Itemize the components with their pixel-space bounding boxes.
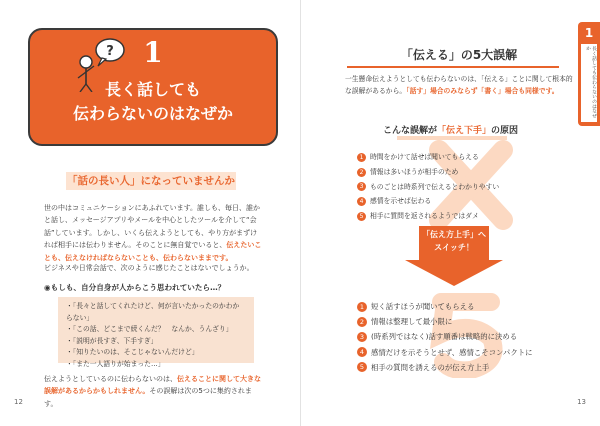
number-badge: 4 <box>357 347 367 357</box>
number-badge: 5 <box>357 362 367 372</box>
number-badge: 5 <box>357 212 366 221</box>
quote-item: ・「説明が長すぎ、下手すぎ」 <box>66 336 158 345</box>
chapter-number: 1 <box>143 36 163 69</box>
intro-text: 一生懸命伝えようとしても伝わらないのは、「伝える」ことに関して根本的な誤解があるから。 <box>345 75 573 95</box>
chapter-title-box <box>28 28 278 146</box>
intro-highlight: 「話す」場合のみならず「書く」場合も同様です。 <box>406 86 559 95</box>
quote-item: ・「長々と話してくれたけど、何が言いたかったのかわからない」 <box>66 302 240 322</box>
subhead-highlight: 「伝え下手」 <box>436 126 491 136</box>
number-badge: 1 <box>357 302 367 312</box>
chapter-side-tab <box>578 22 600 126</box>
chapter-title-line2: 伝わらないのはなぜか <box>72 104 233 123</box>
section-heading: 「話の長い人」になっていませんか <box>66 172 236 190</box>
list-item: 5 相手の質問を誘えるのが伝え方上手 <box>357 360 567 375</box>
switch-line2: スイッチ！ <box>434 243 474 252</box>
misconception-subhead <box>301 123 600 136</box>
paragraph-1-highlight: 伝えたいことも、伝えなければならないことも、伝わらないままです。 <box>44 241 262 262</box>
list-item: 4 感情だけを示そうとせず、感情こそコンパクトに <box>357 345 567 360</box>
list-item: 2 情報は整理して最小限に <box>357 314 567 329</box>
list-item: 1 短く話すほうが聞いてもらえる <box>357 299 567 314</box>
switch-arrow-tip <box>405 260 503 286</box>
list-item: 3 ものごとは時系列で伝えるとわかりやすい <box>357 180 567 195</box>
quote-box <box>58 297 254 368</box>
paragraph-3-text-b: その誤解は次の5つに集約されます。 <box>44 387 252 408</box>
switch-list <box>357 299 567 375</box>
list-item: 1 時間をかけて話せば聞いてもらえる <box>357 150 567 165</box>
paragraph-2: ビジネスや日常会話で、次のように感じたことはないでしょうか。 <box>44 264 254 272</box>
svg-text:?: ? <box>106 44 114 59</box>
number-badge: 4 <box>357 197 366 206</box>
right-page <box>300 0 600 426</box>
chapter-title <box>30 78 276 126</box>
right-intro <box>345 74 575 97</box>
switch-line1: 「伝え方上手」へ <box>422 230 486 239</box>
paragraph-1-text: 世の中はコミュニケーションにあふれています。誰しも、毎日、誰かと話し、メッセージアプリやメールを中心としたツールを介して“会話”しています。しかし、いくら伝えようとしても、やり方がまずければ相手には伝わりません。そのことに無自覚でいると、 <box>44 204 261 250</box>
title-underline <box>347 66 559 68</box>
number-badge: 2 <box>357 317 367 327</box>
misconception-list <box>357 150 567 224</box>
quote-item: ・「この話、どこまで続くんだ？ なんか、うんざり」 <box>66 325 233 334</box>
paragraph-3-text-a: 伝えようとしているのに伝わらないのは、 <box>44 375 177 383</box>
side-tab-text: 長く話しても伝わらないのはなぜか <box>581 44 597 122</box>
number-badge: 3 <box>357 182 366 191</box>
switch-arrow-text <box>419 228 489 254</box>
subhead-text-a: こんな誤解が <box>382 126 437 136</box>
list-item: 2 情報は多いほうが相手のため <box>357 165 567 180</box>
page-number-left: 12 <box>14 398 23 406</box>
quote-item: ・「知りたいのは、そこじゃないんだけど」 <box>66 348 199 357</box>
chapter-title-line1: 長く話しても <box>104 80 201 99</box>
page-number-right: 13 <box>577 398 586 406</box>
number-badge: 2 <box>357 168 366 177</box>
list-item: 5 相手に質問を返されるようではダメ <box>357 209 567 224</box>
paragraph-1 <box>44 202 262 264</box>
number-badge: 3 <box>357 332 367 342</box>
subhead-text-b: の原因 <box>491 126 519 136</box>
number-badge: 1 <box>357 153 366 162</box>
question-label: ◉もしも、自分自身が人からこう思われていたら…？ <box>44 283 226 292</box>
right-title: 「伝える」の5大誤解 <box>400 48 518 62</box>
paragraph-3-highlight: 伝えることに関して大きな誤解があるからかもしれません。 <box>44 375 261 396</box>
side-tab-number: 1 <box>584 26 594 40</box>
list-item: 4 感情を示せば伝わる <box>357 194 567 209</box>
quote-item: ・「また一人語りが始まった…」 <box>66 359 165 368</box>
paragraph-3 <box>44 373 262 410</box>
list-item: 3 (時系列ではなく)話す順番は戦略的に決める <box>357 329 567 344</box>
